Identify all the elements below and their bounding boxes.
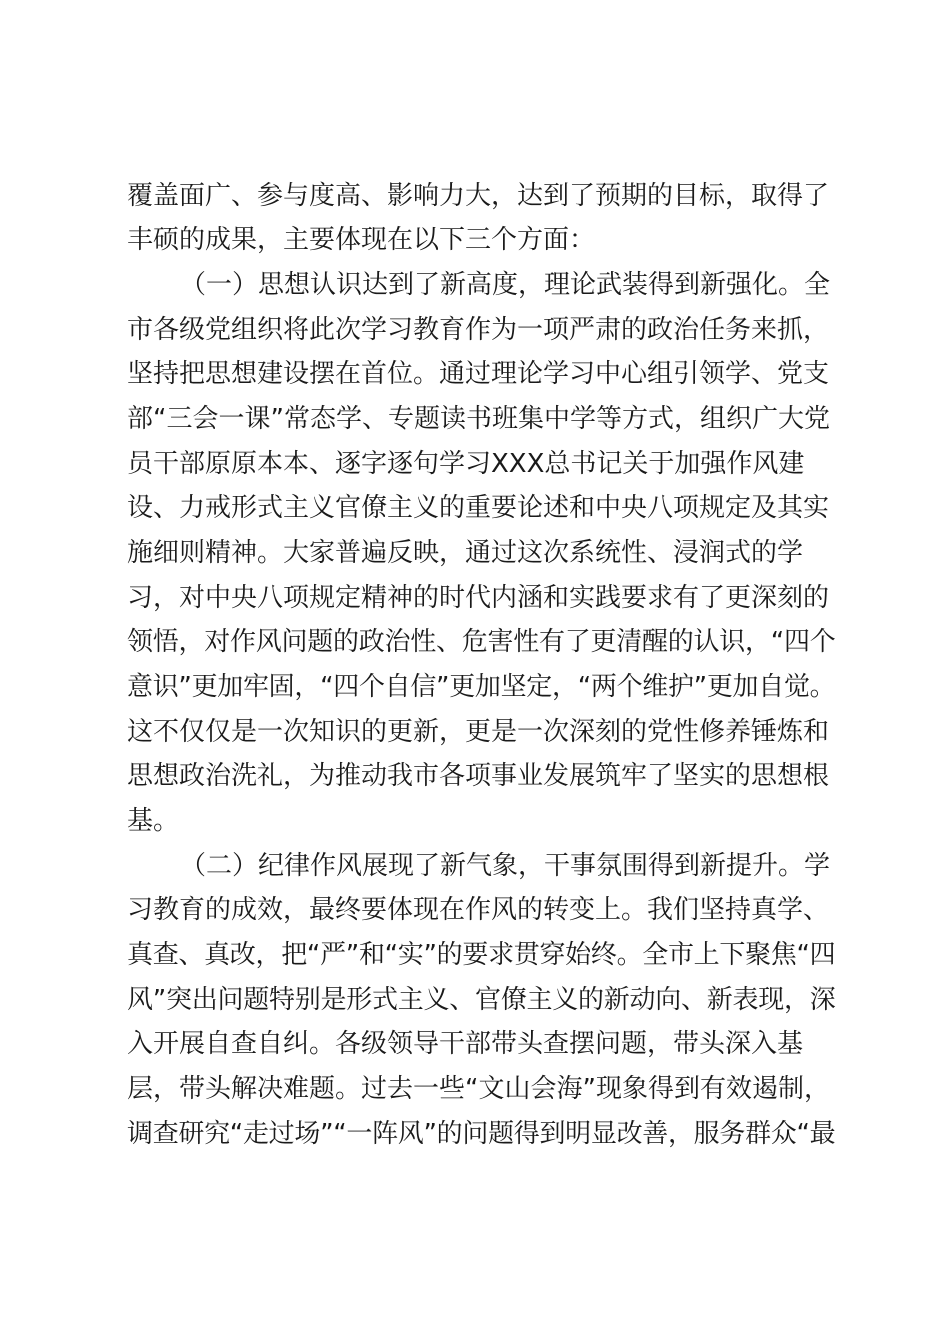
text-line: 领悟，对作风问题的政治性、危害性有了更清醒的认识，“四个: [127, 627, 836, 657]
text-line: 层，带头解决难题。过去一些“文山会海”现象得到有效遏制，: [127, 1074, 830, 1104]
text-line: 市各级党组织将此次学习教育作为一项严肃的政治任务来抓，: [127, 315, 830, 345]
text-line: 设、力戒形式主义官僚主义的重要论述和中央八项规定及其实: [127, 493, 830, 523]
text-line: 入开展自查自纠。各级领导干部带头查摆问题，带头深入基: [127, 1029, 804, 1059]
text-line: 这不仅仅是一次知识的更新，更是一次深刻的党性修养锤炼和: [127, 717, 830, 747]
text-line: 思想政治洗礼，为推动我市各项事业发展筑牢了坚实的思想根: [127, 761, 830, 791]
paragraph-heading-line: （二）纪律作风展现了新气象，干事氛围得到新提升。学: [180, 851, 831, 881]
text-line: 意识”更加牢固，“四个自信”更加坚定，“两个维护”更加自觉。: [127, 672, 836, 702]
text-line: 坚持把思想建设摆在首位。通过理论学习中心组引领学、党支: [127, 359, 830, 389]
paragraph-heading-line: （一）思想认识达到了新高度，理论武装得到新强化。全: [180, 270, 831, 300]
text-line: 员干部原原本本、逐字逐句学习XXX总书记关于加强作风建: [127, 449, 805, 479]
text-line: 部“三会一课”常态学、专题读书班集中学等方式，组织广大党: [127, 404, 830, 434]
text-line: 丰硕的成果，主要体现在以下三个方面：: [127, 225, 596, 255]
text-line: 施细则精神。大家普遍反映，通过这次系统性、浸润式的学: [127, 538, 804, 568]
text-line: 调查研究“走过场”“一阵风”的问题得到明显改善，服务群众“最: [127, 1119, 836, 1149]
text-line: 基。: [127, 806, 180, 836]
text-line: 风”突出问题特别是形式主义、官僚主义的新动向、新表现，深: [127, 985, 836, 1015]
text-line: 习，对中央八项规定精神的时代内涵和实践要求有了更深刻的: [127, 583, 830, 613]
text-line: 覆盖面广、参与度高、影响力大，达到了预期的目标，取得了: [127, 181, 830, 211]
text-line: 习教育的成效，最终要体现在作风的转变上。我们坚持真学、: [127, 895, 830, 925]
text-line: 真查、真改，把“严”和“实”的要求贯穿始终。全市上下聚焦“四: [127, 940, 836, 970]
